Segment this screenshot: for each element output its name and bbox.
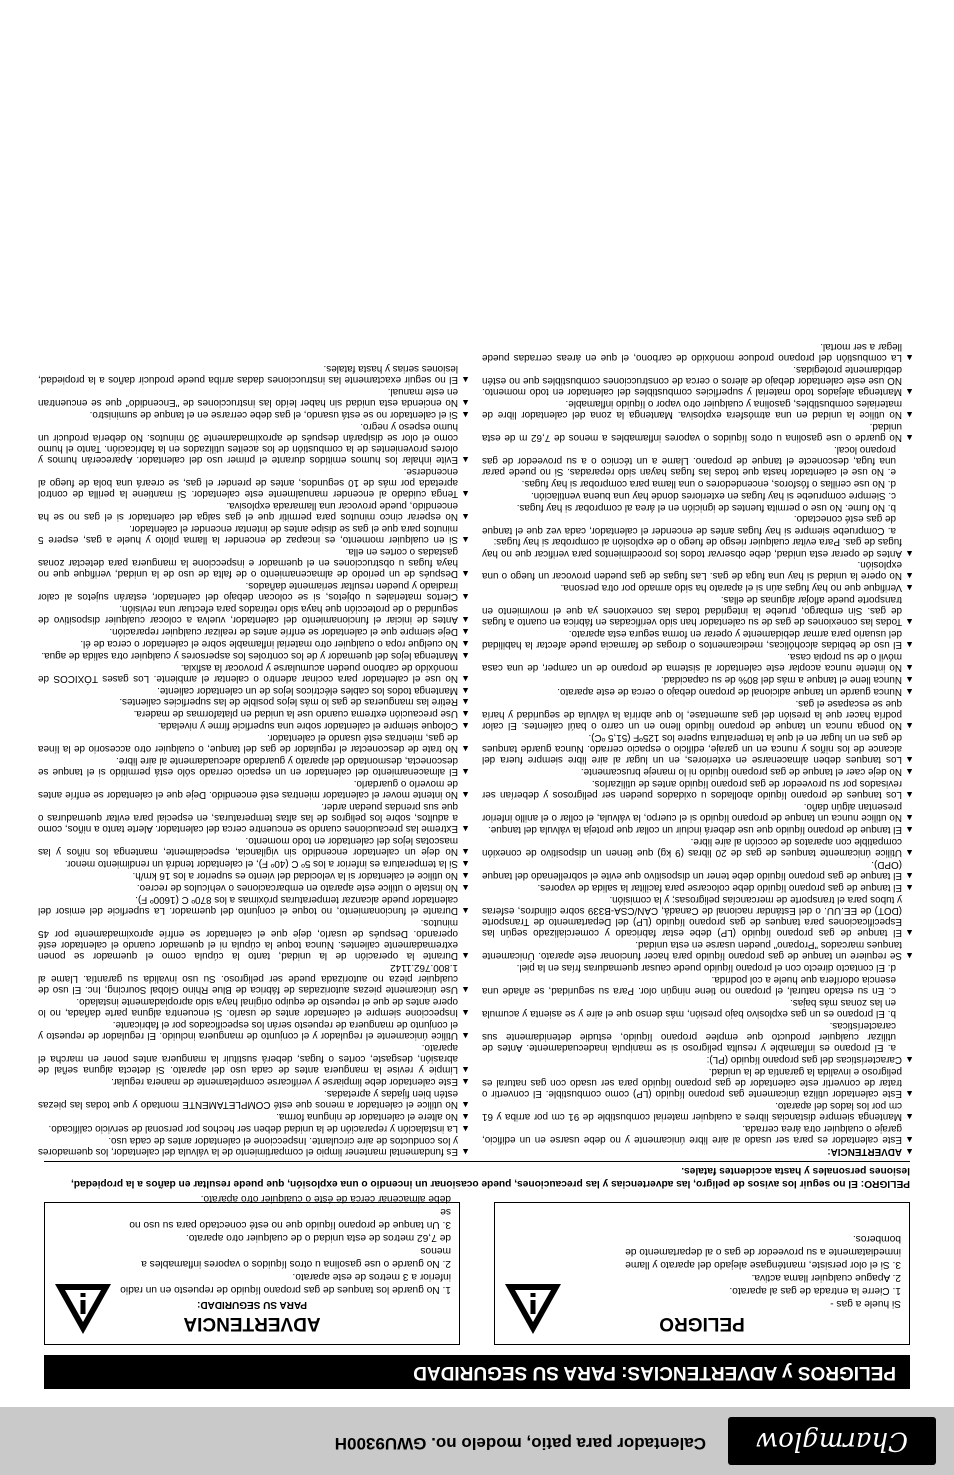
paragraph-text: El tanque de gas propano líquido debe tener un dispositivo que evite el sobrellenado del tanque (OPD). (482, 859, 902, 882)
warning-bullet-icon: ▲ (461, 673, 470, 684)
warning-paragraph (38, 626, 470, 637)
paragraph-text: Evite inhalar los humos emitidos durante el primer uso del calentador. Aparecerán humos y olores provenientes de la combustión de los aceites utilizados en la fabricación. Tanto el humo como el olor se disiparán después de aproximadamente 30 minutos. No debería producir un humo espeso y negro. (38, 420, 458, 465)
paragraph-text: Nunca guarde un tanque adicional de propano debajo o cerca de este aparato. (557, 686, 902, 698)
warning-bullet-icon: ▲ (461, 534, 470, 545)
warning-bullet-icon: ▲ (461, 697, 470, 708)
warning-bullet-icon: ▲ (461, 859, 470, 870)
paragraph-text: d. El contacto directo con el propano líquido puede causar quemaduras frías en la piel. (516, 962, 896, 974)
warning-bullet-icon: ▲ (905, 571, 914, 582)
divider (44, 1161, 910, 1162)
paragraph-text: Nunca llene el tanque a más del 80% de su capacidad. (660, 674, 902, 686)
warning-paragraph (482, 1066, 914, 1099)
warning-bullet-icon: ▲ (905, 386, 914, 397)
warning-bullet-icon: ▲ (461, 709, 470, 720)
warning-paragraph (482, 594, 914, 627)
warning-paragraph (482, 582, 914, 593)
paragraph-text: No opere la unidad si hay una fuga de gas. Las fugas de gas pueden provocar un fuego o una explosión. (482, 559, 902, 582)
paragraph-text: Si en cualquier momento, es incapaz de encender la llama piloto y huele a gas, espere 5 minutos para que el gas se disipe antes de intentar encender el calentador. (38, 522, 458, 545)
warning-paragraph (482, 490, 914, 501)
warning-bullet-icon: ▲ (905, 755, 914, 766)
warning-paragraph (482, 766, 914, 777)
warning-bullet-icon: ▲ (461, 1077, 470, 1088)
left-column (482, 340, 914, 1157)
warning-paragraph (482, 698, 914, 731)
warning-bullet-icon: ▲ (461, 1124, 470, 1135)
warning-bullet-icon: ▲ (905, 813, 914, 824)
warning-paragraph (38, 1088, 470, 1110)
paragraph-text: No cuelgue ropa o cualquier otro material inflamable sobre el calentador o cerca de él. (80, 637, 458, 649)
warning-paragraph (38, 466, 470, 499)
warning-paragraph (38, 409, 470, 420)
paragraph-text: d. No use cerillas o fósforos, encendedores o una llama para comprobar si hay fugas. (521, 477, 896, 489)
list-item: de 7,62 metros de esta unidad o de cualquier otro aparato. (185, 1232, 451, 1243)
paragraph-text: No use el calentador para cocinar adentro o calentar el ambiente. Los gases TÓXICOS de monóxido de carbono pueden acumularse y provocar la asfixia. (38, 661, 458, 684)
warning-paragraph (38, 580, 470, 602)
warning-bullet-icon: ▲ (905, 617, 914, 628)
paragraph-text: e. No use el calentador hasta que todas las fugas hayan sido reparadas. Si no puede parar una fuga, desconecte el tanque de propano. Llame a un técnico o a su proveedor de gas propano local. (482, 443, 896, 477)
warning-bullet-icon: ▲ (905, 663, 914, 674)
warning-paragraph (38, 708, 470, 719)
warning-bullet-icon: ▲ (461, 721, 470, 732)
brand-logo-text: Charmglow (755, 1426, 909, 1456)
list-item: 2. No guarde o use gasolina u otros líquidos o vapores inflamables a menos (141, 1245, 451, 1269)
paragraph-text: Limpie y revise la manguera antes de cada uso del aparato. Si detecta alguna señal de abrasión, desgaste, cortes o fugas, deberá sustituir la manguera antes poner en marcha el aparato. (38, 1042, 458, 1076)
warning-bullet-icon: ▲ (905, 883, 914, 894)
warning-bullet-icon: ▲ (461, 409, 470, 420)
paragraph-text: c. Siempre compruebe si hay fugas en exteriores donde hay una buena ventilación. (530, 489, 896, 501)
list-item: bomberos. (852, 1233, 901, 1244)
warning-paragraph (38, 835, 470, 857)
paragraph-text: Mantenga todos los cables eléctricos lejos de un calentador caliente. (157, 684, 458, 696)
warning-bullet-icon: ▲ (461, 650, 470, 661)
paragraph-text: Antes de operar esta unidad, debe observar todos los procedimientos para verificar que no hay fugas de gas. Para evitar cualquier riesgo de fuego o de explosión al comprobar si hay fugas: (482, 536, 902, 559)
brand-logo (728, 1417, 936, 1465)
warning-paragraph (38, 500, 470, 522)
paragraph-text: No esperar cinco minutos para permitir que el gas salga del calentador si el gas no se ha encendido, puede provocar una llamarada explosiva. (38, 499, 458, 522)
warning-paragraph (38, 1123, 470, 1134)
peligro-box (494, 1202, 910, 1345)
paragraph-text: El uso de bebidas alcohólicas, medicamentos o drogas de farmacia puede afectar la habilidad del usuario para armar debidamente y operar en forma segura esta aparato. (482, 628, 902, 651)
warning-paragraph (38, 386, 470, 408)
warning-paragraph (38, 996, 470, 1018)
warning-bullet-icon: ▲ (461, 638, 470, 649)
paragraph-text: Si el calentador no se está usando, el gas debe cerrarse en el tanque de suministro. (89, 408, 458, 420)
paragraph-text: Es fundamental mantener limpio el compartimiento de la válvula del calentador, los quemadores y los conductos de aire circulante. Inspeccione el calentador antes de cada uso. (38, 1134, 458, 1157)
paragraph-text: Antes de iniciar el funcionamiento del calentador, vuelva a colocar cualquier dispositivo de seguridad o de protección que haya sido retirados para efectuar una revisión. (38, 602, 458, 625)
paragraph-text: Mantenga alejados todo material y superficies combustibles del calentador en todo momento. NO use este calentador debajo de aleros o cerca de construcciones combustibles que no estén debidamente protegidas. (482, 363, 902, 397)
advertencia-list (119, 1192, 451, 1296)
warning-paragraph (38, 882, 470, 893)
paragraph-text: El tanque de propano líquido que use deberá incluir un collar que proteja la válvula del tanque. (488, 824, 902, 836)
paragraph-text: Todas las conexiones de gas de su calentador han sido verificadas en fábrica en cuanto a fugas de gas. Sin embargo, pruebe la integridad todas las conexiones ya que el movimiento en transporte puede aflojar algunas de ellas. (482, 594, 902, 628)
warning-bullet-icon: ▲ (905, 675, 914, 686)
warning-bullet-icon: ▲ (905, 1055, 914, 1066)
paragraph-text: Este calentador es para ser usado al aire libre únicamente y no debe usarse en un edificio, garaje o cualquier otra área cerrada. (482, 1123, 902, 1146)
warning-bullet-icon: ▲ (905, 640, 914, 651)
warning-bullet-icon: ▲ (905, 409, 914, 420)
warning-bullet-icon: ▲ (905, 352, 914, 363)
peligro-start: Si huele a gas - (830, 1298, 901, 1309)
peligro-title: PELIGRO (659, 1313, 745, 1334)
warning-bullet-icon: ▲ (905, 687, 914, 698)
warning-bullet-icon: ▲ (461, 1065, 470, 1076)
warning-bullet-icon: ▲ (461, 568, 470, 579)
warning-paragraph (482, 341, 914, 363)
warning-bullet-icon: ▲ (461, 374, 470, 385)
paragraph-text: El almacenamiento del calentador en un espacio cerrado sólo está permitido si el tanque se desconecta, desmontado del aparato y guardado adecuadamente al aire libre. (38, 755, 458, 778)
warning-bullet-icon: ▲ (461, 626, 470, 637)
warning-paragraph (38, 523, 470, 545)
warning-bullet-icon: ▲ (905, 825, 914, 836)
paragraph-text: No utilice el calentador si la velocidad del viento es superior a los 16 km/h. (132, 870, 458, 882)
warning-bullet-icon: ▲ (905, 1135, 914, 1146)
warning-bullet-icon: ▲ (905, 432, 914, 443)
paragraph-text: La instalación y reparación de la unidad deben ser hechos por personal de servicio calificado. (48, 1123, 458, 1135)
paragraph-text: ADVERTENCIA: (827, 1146, 902, 1157)
warning-bullet-icon: ▲ (461, 454, 470, 465)
paragraph-text: No utilice nunca un tanque de propano líquido si el cuerpo, la válvula, el collar o el anillo inferior presentan algún daño. (482, 801, 902, 824)
paragraph-text: No ponga nunca un tanque de propano líquido lleno en un carro o baúl calientes. El calor podría hacer que la presión del gas aumentase, lo que abriría la válvula de seguridad y haría que se escapase el gas. (482, 698, 902, 732)
paragraph-text: El tanque de gas propano líquido (LP) debe estar fabricado y comercializado según las Especificaciones para tanques de gas propano líquido (LP) del Departamento de Transporte (DOT) de EE.UU. o del Estándar nacional de Canadá, CAN/CSA-B339 sobre cilindros, esferas y tubos para el transporte de mercancías peligrosas; y la comisión. (482, 894, 902, 939)
warning-paragraph (482, 364, 914, 397)
warning-paragraph (38, 858, 470, 869)
warning-bullet-icon: ▲ (461, 871, 470, 882)
warning-paragraph (482, 962, 914, 973)
warning-bullet-icon: ▲ (461, 824, 470, 835)
warning-paragraph (38, 696, 470, 707)
warning-bullet-icon: ▲ (461, 511, 470, 522)
warning-bullet-icon: ▲ (461, 883, 470, 894)
warning-paragraph (482, 1020, 914, 1053)
warning-paragraph (38, 1042, 470, 1075)
warning-bullet-icon: ▲ (461, 591, 470, 602)
warning-bullet-icon: ▲ (905, 767, 914, 778)
warning-paragraph (482, 674, 914, 685)
warning-bullet-icon: ▲ (461, 985, 470, 996)
warning-paragraph (38, 1076, 470, 1087)
header-band (0, 1407, 954, 1475)
warning-paragraph (482, 628, 914, 650)
paragraph-text: No utilice el calentador a menos que esté COMPLETAMENTE montado y que todas las piezas estén bien fijadas y apretadas. (38, 1088, 458, 1111)
paragraph-text: No instale o utilice este aparato en embarcaciones o vehículos de recreo. (136, 882, 458, 894)
peligro-list (569, 1232, 901, 1297)
warning-paragraph (482, 974, 914, 996)
warning-paragraph (482, 882, 914, 893)
paragraph-text: No utilice la unidad en una atmósfera explosiva. Mantenga la zona del calentador libre de materiales combustibles, gasolina y cualquier otro vapor o líquido inflamable. (482, 397, 902, 420)
paragraph-text: Utilice únicamente el regulador y el conjunto de manguera incluido. El regulador de repuesto y el conjunto de manguera de repuesto serán los especificados por el fabricante. (38, 1019, 458, 1042)
warning-bullet-icon: ▲ (461, 614, 470, 625)
warning-paragraph (482, 478, 914, 489)
paragraph-text: Este calentador utiliza únicamente gas propano líquido (LP) como combustible. El convertir o tratar de convertir este calentador de gas propano líquido para ser usado con gas natural es peligroso e invalida la garantía de la unidad. (482, 1066, 902, 1100)
paragraph-text: b. El propano es un gas explosivo bajo presión, más denso que el aire y se asienta y acumula en las zonas más bajas. (482, 997, 896, 1020)
warning-paragraph (482, 801, 914, 823)
warning-paragraph (482, 651, 914, 673)
paragraph-text: Extreme las precauciones cuando se encuentre cerca del calentador. Alerte tanto a niños, como a adultos, sobre los peligros de las altas temperaturas, en especial para evitar quemaduras o que sus prendas puedan arder. (38, 801, 458, 835)
warning-paragraph (482, 536, 914, 558)
paragraph-text: No encienda esta unidad sin haber leído las instrucciones de "Encendido" que se encuentran en este manual. (38, 385, 458, 408)
paragraph-text: Use únicamente piezas autorizadas de fábrica de Blue Rhino Global Sourcing, Inc. El uso de cualquier pieza no autorizada puede ser peligroso. Su uso invalida su garantía. Llame al 1.800.762.1142 (38, 962, 458, 996)
warning-bullet-icon: ▲ (461, 906, 470, 917)
paragraph-text: No intente nunca acoplar este calentador al sistema de propano de un camper, de una casa móvil o de su propia casa. (482, 651, 902, 674)
warning-paragraph (38, 421, 470, 465)
warning-paragraph (482, 824, 914, 835)
paragraph-text: a. El propano es inflamable y resulta peligroso si se manipula inadecuadamente. Antes de utilizar cualquier producto que emplee propano líquido, estudie detenidamente sus características. (482, 1020, 896, 1054)
peligro-statement: PELIGRO: El no seguir los avisos de peligro, las advertencias y las precauciones, puede ocasionar un incendio o una explosión, que puede resultar en daños a la propiedad, lesiones personales y hasta accidentes fatales. (71, 1165, 910, 1189)
advertencia-box (44, 1193, 460, 1345)
warning-paragraph (38, 778, 470, 800)
paragraph-text: Mantenga lejos del quemador y de los controles los aspersores y cualquier otra salida de agua. (41, 649, 458, 661)
warning-bullet-icon: ▲ (461, 951, 470, 962)
warning-paragraph (38, 603, 470, 625)
warning-paragraph (482, 997, 914, 1019)
warning-bullet-icon: ▲ (461, 1031, 470, 1042)
list-item: 1. Cierre la entrada de gas al aparato. (729, 1285, 901, 1296)
warning-bullet-icon: ▲ (461, 488, 470, 499)
warning-bullet-icon: ▲ (461, 397, 470, 408)
warning-paragraph (482, 939, 914, 961)
warning-bullet-icon: ▲ (905, 928, 914, 939)
warning-paragraph (38, 650, 470, 661)
paragraph-text: Los tanques de propano líquido abollados u oxidados pueden ser peligrosos y deberían ser revisados por su proveedor de gas propano líquido antes de utilizarlos. (482, 778, 902, 801)
warning-bullet-icon: ▲ (905, 721, 914, 732)
list-item: 3. Si el olor persiste, manténgase alejado del aparato y llame (625, 1259, 901, 1270)
paragraph-text: a. Compruebe siempre si hay fugas antes de encender el calentador, cada vez que el tanque de gas esté conectado. (482, 513, 896, 536)
warning-paragraph (38, 546, 470, 579)
list-item: inmediatamente a su proveedor de gas o al departamento de (625, 1246, 901, 1257)
warning-paragraph (482, 1100, 914, 1122)
warning-paragraph (482, 778, 914, 800)
warning-bullet-icon: ▲ (905, 583, 914, 594)
paragraph-text: Los tanques deben almacenarse en exteriores, en un lugar al aire libre siempre fuera del alcance de los niños y nunca en un garaje, edificio o espacio cerrado. Nunca guarde tanques de gas en un lugar en el que la temperatura supere los 125ºF (51,5 ºC). (482, 732, 902, 766)
warning-paragraph (482, 559, 914, 581)
warning-bullet-icon: ▲ (905, 1147, 914, 1157)
warning-paragraph (38, 1135, 470, 1157)
warning-paragraph (38, 662, 470, 684)
warning-paragraph (38, 720, 470, 731)
paragraph-text: Utilice únicamente tanques de gas de 20 libras (9 kg) que tienen un dispositivo de conexión compatible con aparatos de cocción al aire libre. (482, 836, 902, 859)
paragraph-text: No trate de desconectar el regulador de gas del tanque, o cualquier otro accesorio de la línea de gas, mientras esté usando el calentador. (38, 732, 458, 755)
warning-bullet-icon: ▲ (461, 685, 470, 696)
paragraph-text: Durante la operación de la unidad, tanto la cúpula como el quemador se ponen extremadamente calientes. Nunca toque la cúpula ni el quemador cuando el calentador esté operando. Después de usarlo, deje que el calentador se enfríe aproximadamente por 45 minutos. (38, 917, 458, 962)
warning-paragraph (482, 1054, 914, 1065)
paragraph-text: Se requiere un tanque de gas propano líquido para hacer funcionar este aparato. Únicamente tanques marcados "Propano" pueden usarse en esta unidad. (482, 939, 902, 962)
paragraph-text: Durante el funcionamiento, no toque el conjunto del quemador. La superficie del emisor del calentador puede alcanzar temperaturas próximas a los 870º C (1600º F). (38, 894, 458, 917)
warning-bullet-icon: ▲ (461, 790, 470, 801)
warning-paragraph (38, 1111, 470, 1122)
section-title: PELIGROS y ADVERTENCIAS: PARA SU SEGURIDAD (44, 1355, 910, 1389)
warning-paragraph (38, 755, 470, 777)
warning-bullet-icon: ▲ (905, 548, 914, 559)
model-title: Calentador para patio, modelo no. GWU9300H (334, 1434, 706, 1453)
list-item: 2. Apague cualquier llama activa. (751, 1272, 901, 1283)
paragraph-text: Inspeccione siempre el calentador antes de usarlo. Si encuentra alguna parte dañada, no lo opere antes de que el repuesto de equipo original haya sido apropiadamente instalado. (38, 996, 458, 1019)
paragraph-text: El tanque de gas propano líquido debe colocarse para facilitar la salida de vapores. (537, 882, 902, 894)
paragraph-text: Coloque siempre el calentador sobre una superficie firme y nivelada. (157, 720, 458, 732)
paragraph-text: El no seguir exactamente las instrucciones dadas arriba puede producir daños a la propiedad, lesiones serias y hasta fatales. (38, 362, 458, 385)
warning-bullet-icon: ▲ (461, 767, 470, 778)
paragraph-text: No intente mover el calentador mientras esté encendido. Deje que el calentador se enfríe antes de moverlo o guardarlo. (38, 778, 458, 801)
warning-paragraph (482, 686, 914, 697)
warning-paragraph (482, 894, 914, 938)
paragraph-text: Tenga cuidado al encender manualmente este calentador. Si mantiene la perilla de control apretada por más de 10 segundos, antes de prender el gas, se creará una bola de fuego al encenderse. (38, 465, 458, 499)
paragraph-text: Este calentador debe limpiarse y verificarse completamente de manera regular. (111, 1076, 458, 1088)
paragraph-text: Si la temperatura es inferior a los 5º C (40º F), el calentador tendrá un rendimiento menor. (64, 858, 458, 870)
list-item: 3. Un tanque de propano líquido que no esté conectado para su uso no se (129, 1206, 451, 1230)
warning-paragraph (38, 732, 470, 754)
warning-paragraph (482, 836, 914, 858)
warning-paragraph (482, 421, 914, 443)
paragraph-text: Use precaución extrema cuando use la unidad en plataformas de madera. (133, 708, 458, 720)
warning-paragraph (38, 638, 470, 649)
paragraph-text: Deje siempre que el calentador se enfríe antes de realizar cualquier reparación. (109, 625, 458, 637)
advertencia-subtitle: PARA SU SEGURIDAD: (197, 1299, 308, 1310)
paragraph-text: No deje caer el tanque de gas propano líquido ni lo maneje bruscamente. (580, 766, 902, 778)
warning-paragraph (482, 1146, 914, 1157)
paragraph-text: Características del gas propano líquido (PL): (706, 1054, 902, 1066)
warning-bullet-icon: ▲ (461, 1112, 470, 1123)
warning-bullet-icon: ▲ (461, 1008, 470, 1019)
warning-paragraph (38, 801, 470, 834)
warning-paragraph (38, 363, 470, 385)
warning-bullet-icon: ▲ (905, 1112, 914, 1123)
warning-paragraph (482, 732, 914, 765)
warning-bullet-icon: ▲ (461, 744, 470, 755)
paragraph-text: Mantenga siempre distancias libres a cualquier material combustible de 91 cm por arriba y 61 cm por los lados del aparato. (482, 1100, 902, 1123)
warning-paragraph (38, 917, 470, 961)
list-item: inferior a 3 metros de este aparato. (292, 1271, 451, 1282)
list-item: 1. No guarde los tanques de gas propano líquido de repuesto en un radio (120, 1284, 451, 1295)
right-column (38, 362, 470, 1157)
warning-paragraph (482, 859, 914, 881)
warning-paragraph (38, 870, 470, 881)
warning-paragraph (482, 502, 914, 513)
warning-bullet-icon: ▲ (461, 847, 470, 858)
warning-paragraph (482, 398, 914, 420)
paragraph-text: No altere el calentador de ninguna forma. (276, 1111, 458, 1123)
warning-paragraph (38, 962, 470, 995)
list-item: debe almacenar cerca de éste o cualquier otro aparato. (200, 1193, 451, 1204)
warning-paragraph (38, 1019, 470, 1041)
paragraph-text: No deje un calentador encendido sin vigilancia, especialmente, mantenga los niños y las mascotas lejos del calentador en todo momento. (38, 835, 458, 858)
warning-paragraph (482, 444, 914, 477)
warning-paragraph (482, 1123, 914, 1145)
paragraph-text: b. No fume. No use o permita fuentes de ignición en el área al comprobar si hay fugas. (516, 501, 896, 513)
warning-bullet-icon: ▲ (905, 848, 914, 859)
warning-bullet-icon: ▲ (905, 1089, 914, 1100)
warning-bullet-icon: ▲ (905, 790, 914, 801)
advertencia-title: ADVERTENCIA (183, 1313, 321, 1334)
warning-paragraph (38, 684, 470, 695)
paragraph-text: No guarde o use gasolina u otros líquidos o vapores inflamables a menos de 7,62 m de esta unidad. (482, 420, 902, 443)
warning-paragraph (38, 894, 470, 916)
paragraph-text: Después de un periodo de almacenamiento o de falta de uso de la unidad, verifique que no haya fugas u obstrucciones en el quemador e inspeccione la manguera para detectar zonas gastadas o cortes en ella. (38, 545, 458, 579)
warning-bullet-icon: ▲ (461, 1100, 470, 1111)
paragraph-text: Ciertos materiales u objetos, si se colocan debajo del calentador, estarán sujetos al calor irradiado y pueden resultar seriamente dañados. (38, 579, 458, 602)
warning-bullet-icon: ▲ (905, 951, 914, 962)
paragraph-text: Verifique que no hay fugas aún si el aparato ha sido armado por otra persona. (560, 582, 902, 594)
paragraph-text: c. En su estado natural, el propano no tiene ningún olor. Para su seguridad, se añade una esencia odorífera que huele a col podrida. (482, 974, 896, 997)
warning-paragraph (482, 513, 914, 535)
warning-bullet-icon: ▲ (905, 871, 914, 882)
paragraph-text: La combustión del propano produce monóxido de carbono, el que en áreas cerradas puede llegar a ser mortal. (482, 340, 902, 363)
warning-bullet-icon: ▲ (461, 1147, 470, 1157)
paragraph-text: Retire las mangueras de gas lo más lejos posible de las superficies calientes. (119, 696, 458, 708)
